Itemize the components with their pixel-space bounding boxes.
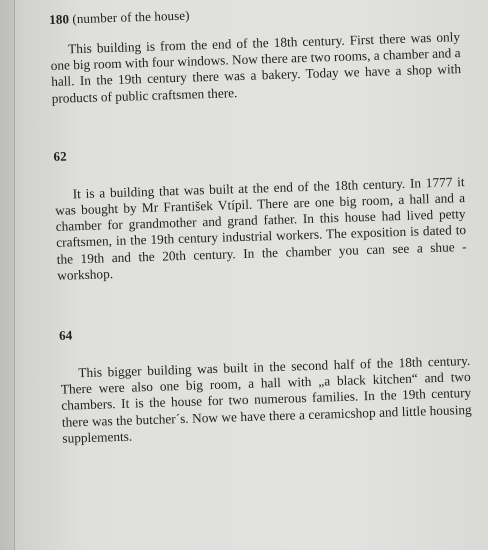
house-section-62 xyxy=(53,136,467,284)
house-section-64 xyxy=(59,315,473,447)
section-heading xyxy=(49,0,459,28)
section-body: It is a building that was built at the end of the 18th century. In 1777 it was bought by Mr František Vtípil. There are one big room, a hall and a chamber for grandmother and grand father. In this house had lived petty craftsmen, in the 19th century industrial workers. The exposition is dated to the 19th and the 20th century. In the chamber you can see a shue - workshop. xyxy=(54,173,467,283)
book-page xyxy=(14,0,488,550)
house-number-note: (number of the house) xyxy=(68,7,190,27)
house-number: 180 xyxy=(49,11,70,27)
house-number: 62 xyxy=(53,148,67,164)
house-section-180 xyxy=(49,0,462,107)
section-heading xyxy=(53,136,463,165)
page-content xyxy=(49,0,472,447)
section-body: This bigger building was built in the second half of the 18th century. There were also one big room, a hall with „a black kitchen“ and two chambers. It is the house for two numerous families. In the 19th century there was the butcher´s. Now we have there a ceramicshop and little housing supplements. xyxy=(60,352,472,446)
section-body: This building is from the end of the 18th century. First there was only one big room with four windows. Now there are two rooms, a chamber and a hall. In the 19th century there was a bakery. Today we have a shop with products of public craftsmen there. xyxy=(50,29,462,106)
house-number: 64 xyxy=(58,327,73,343)
section-heading xyxy=(59,315,469,344)
